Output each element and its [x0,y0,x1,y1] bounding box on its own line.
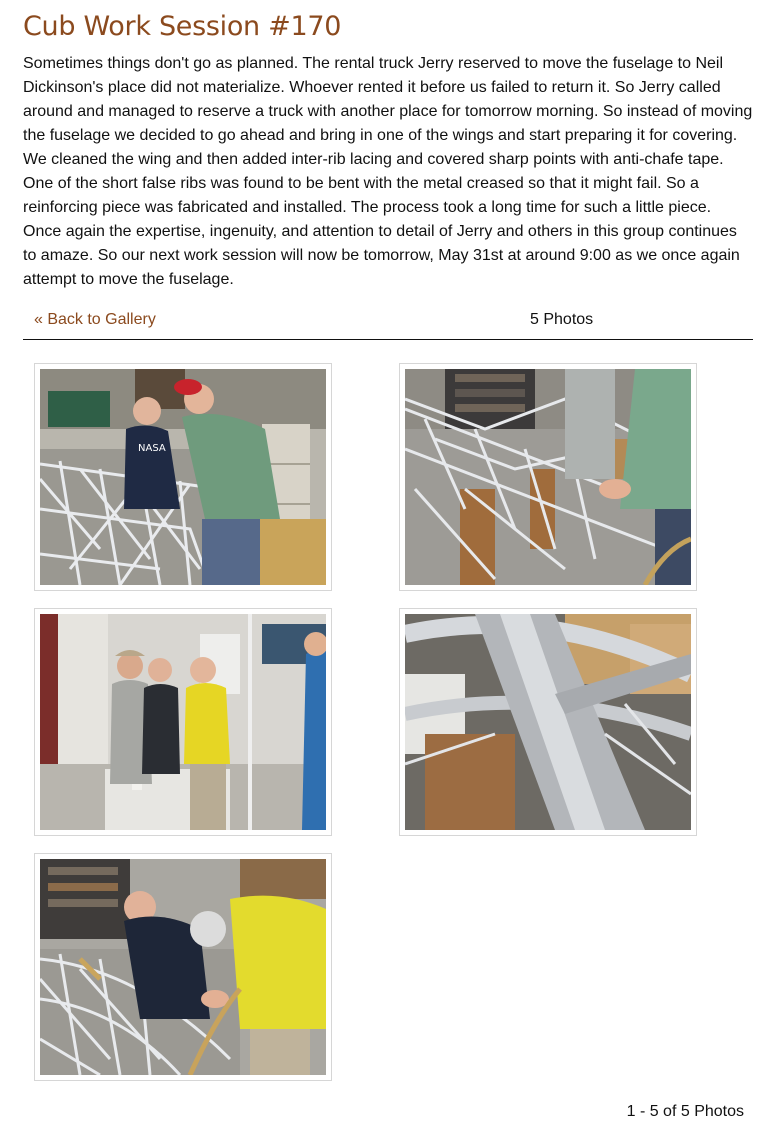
photo-range-footer: 1 - 5 of 5 Photos [626,1103,744,1120]
back-to-gallery-link[interactable]: « Back to Gallery [34,311,156,328]
photo-1-image [40,369,326,585]
photo-4-image [405,614,691,830]
photo-5-image [40,859,326,1075]
gallery-nav-bar [23,306,753,340]
photo-3-image [40,614,326,830]
photo-2-image [405,369,691,585]
photo-thumbnail-3[interactable] [34,608,332,836]
photo-count: 5 Photos [530,311,594,328]
photo-thumbnail-2[interactable] [399,363,697,591]
photo-thumbnail-4[interactable] [399,608,697,836]
page-title: Cub Work Session #170 [23,11,342,42]
photo-thumbnail-5[interactable] [34,853,332,1081]
photo-thumbnail-1[interactable] [34,363,332,591]
session-description: Sometimes things don't go as planned. The rental truck Jerry reserved to move the fuselage to Neil Dickinson's place did not materialize. Whoever rented it before us failed to return it. So Jerry called around and managed to reserve a truck with another place for tomorrow morning. So instead of moving the fuselage we decided to go ahead and bring in one of the wings and start preparing it for covering. We cleaned the wing and then added inter-rib lacing and covered sharp points with anti-chafe tape. One of the short false ribs was found to be bent with the metal creased so that it might fail. So a reinforcing piece was fabricated and installed. The process took a long time for such a little piece. Once again the expertise, ingenuity, and attention to detail of Jerry and others in this group continues to amaze. So our next work session will now be tomorrow, May 31st at around 9:00 as we once again attempt to move the fuselage. [23,55,753,288]
svg-text:NASA: NASA [138,443,166,454]
